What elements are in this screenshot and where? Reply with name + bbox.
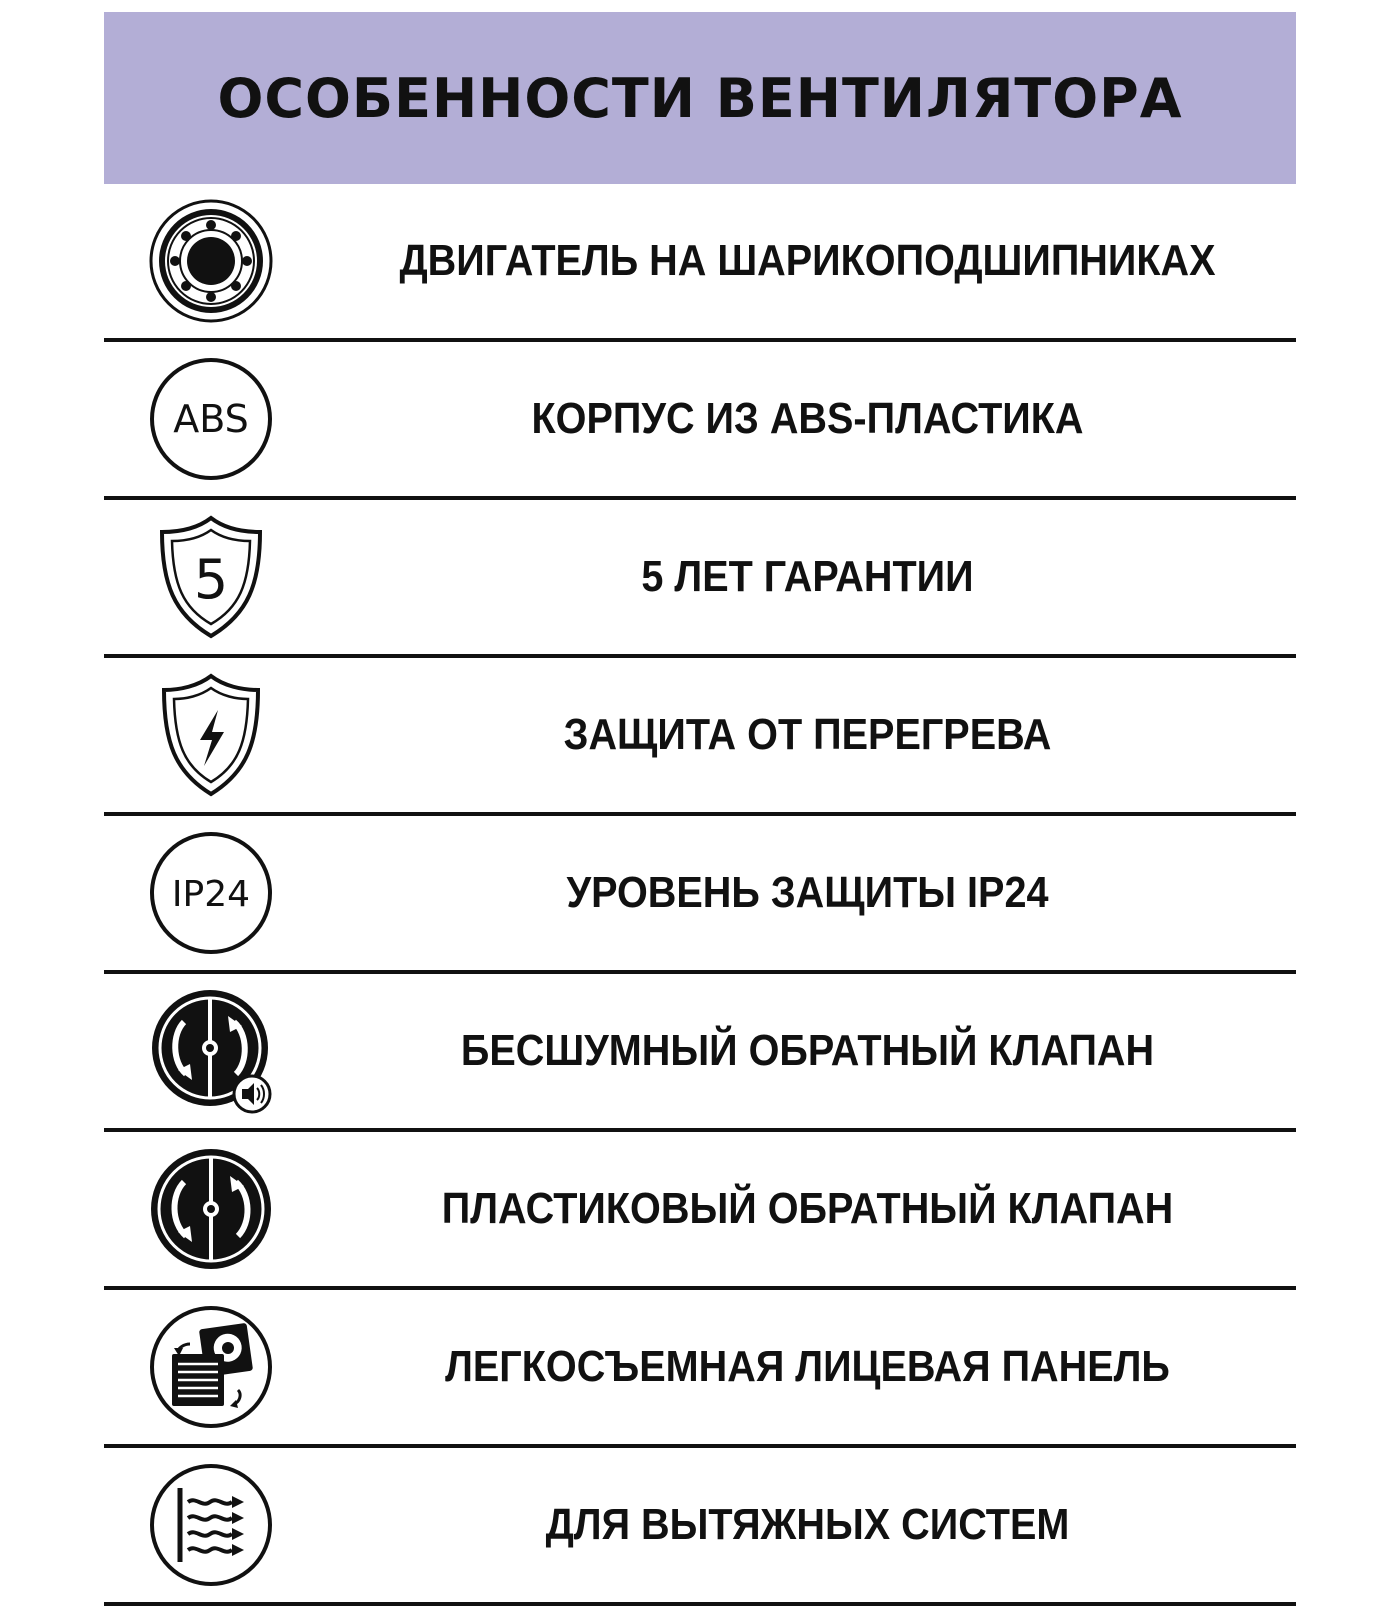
features-card xyxy=(104,12,1296,1606)
removable-panel-icon xyxy=(148,1304,274,1430)
feature-label: ЛЕГКОСЪЕМНАЯ ЛИЦЕВАЯ ПАНЕЛЬ xyxy=(445,1342,1170,1391)
ip24-icon-text: IP24 xyxy=(171,874,251,915)
feature-row-plastic-valve xyxy=(104,1132,1296,1290)
features-list xyxy=(104,184,1296,1606)
feature-label: ДЛЯ ВЫТЯЖНЫХ СИСТЕМ xyxy=(545,1500,1070,1549)
feature-label: 5 ЛЕТ ГАРАНТИИ xyxy=(641,552,974,601)
ball-bearing-icon xyxy=(148,198,274,324)
exhaust-airflow-icon xyxy=(148,1462,274,1588)
feature-row-exhaust xyxy=(104,1448,1296,1606)
feature-row-overheat xyxy=(104,658,1296,816)
feature-row-bearing xyxy=(104,184,1296,342)
abs-icon-text: ABS xyxy=(173,397,249,441)
feature-label: БЕСШУМНЫЙ ОБРАТНЫЙ КЛАПАН xyxy=(460,1026,1155,1075)
feature-label: ПЛАСТИКОВЫЙ ОБРАТНЫЙ КЛАПАН xyxy=(441,1184,1174,1233)
feature-row-silent-valve xyxy=(104,974,1296,1132)
feature-label: ДВИГАТЕЛЬ НА ШАРИКОПОДШИПНИКАХ xyxy=(399,236,1216,285)
feature-row-warranty xyxy=(104,500,1296,658)
feature-label: КОРПУС ИЗ ABS-ПЛАСТИКА xyxy=(531,394,1084,443)
check-valve-icon xyxy=(148,1146,274,1272)
shield-lightning-icon xyxy=(148,672,274,798)
feature-row-ip24 xyxy=(104,816,1296,974)
feature-row-abs xyxy=(104,342,1296,500)
silent-check-valve-icon xyxy=(148,988,274,1114)
feature-label: ЗАЩИТА ОТ ПЕРЕГРЕВА xyxy=(563,710,1052,759)
shield-icon-number: 5 xyxy=(193,548,229,611)
abs-badge-icon xyxy=(148,356,274,482)
ip24-badge-icon xyxy=(148,830,274,956)
page-title: ОСОБЕННОСТИ ВЕНТИЛЯТОРА xyxy=(217,66,1183,130)
shield-5-icon xyxy=(148,514,274,640)
feature-label: УРОВЕНЬ ЗАЩИТЫ IP24 xyxy=(566,868,1049,917)
feature-row-panel xyxy=(104,1290,1296,1448)
header-banner xyxy=(104,12,1296,184)
